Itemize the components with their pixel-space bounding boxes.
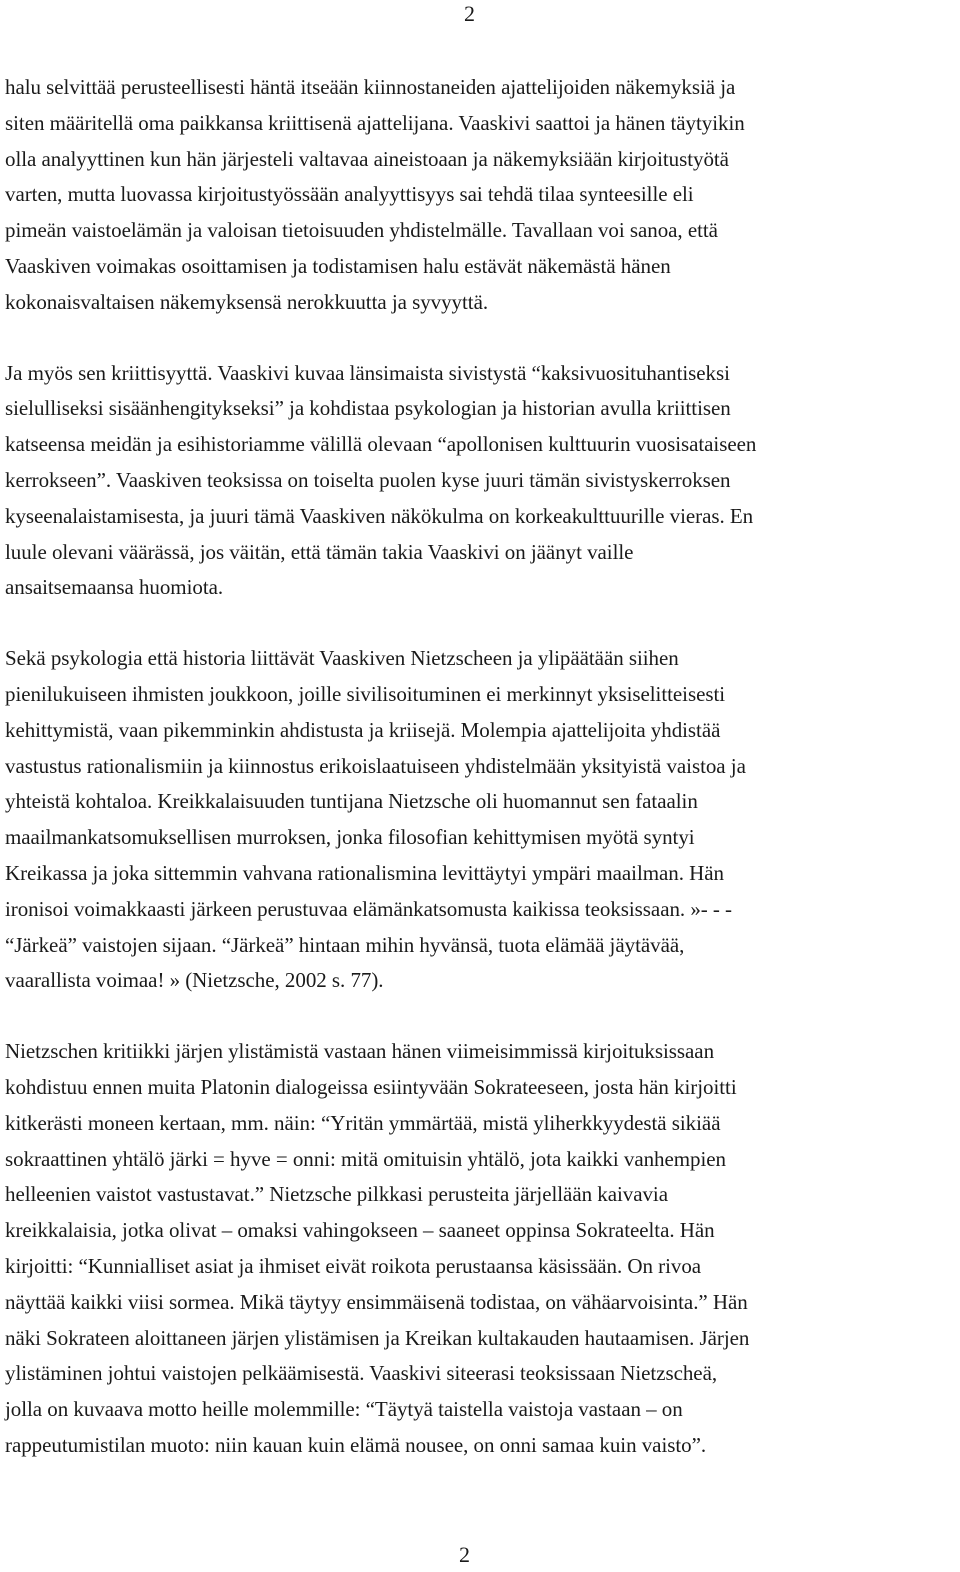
page-number-top: 2 bbox=[464, 1, 475, 26]
paragraph-4: Nietzschen kritiikki järjen ylistämistä vastaan hänen viimeisimmissä kirjoituksissaan kohdistuu ennen muita Platonin dialogeissa esiintyvään Sokrateeseen, josta hän kirjoitti kitkerästi moneen kertaan, mm. näin: “Yritän ymmärtää, mistä yliherkkyydestä sikiää sokraattinen yhtälö järki = hyve = onni: mitä omituisin yhtälö, jota kaikki vanhempien helleenien vaistot vastustavat.” Nietzsche pilkkasi perusteita järjellään kaivavia kreikkalaisia, jotka olivat – omaksi vahingokseen – saaneet oppinsa Sokrateelta. Hän kirjoitti: “Kunnialliset asiat ja ihmiset eivät roikota perustaansa käsissään. On rivoa näyttää kaikki viisi sormea. Mikä täytyy ensimmäisenä todistaa, on vähäarvoisinta.” Hän näki Sokrateen aloittaneen järjen ylistämisen ja Kreikan kultakauden hautaamisen. Järjen ylistäminen johtui vaistojen pelkäämisestä. Vaaskivi siteerasi teoksissaan Nietzscheä, jolla on kuvaava motto heille molemmille: “Täytyä taistella vaistoja vastaan – on rappeutumistilan muoto: niin kauan kuin elämä nousee, on onni samaa kuin vaisto”. bbox=[5, 1039, 750, 1457]
page-number-bottom: 2 bbox=[459, 1542, 470, 1567]
paragraph-2: Ja myös sen kriittisyyttä. Vaaskivi kuvaa länsimaista sivistystä “kaksivuosituhantiseksi sielulliseksi sisäänhengitykseksi” ja kohdistaa psykologian ja historian avulla kriittisen katseensa meidän ja esihistoriamme välillä olevaan “apollonisen kulttuurin vuosisataiseen kerrokseen”. Vaaskiven teoksissa on toiselta puolen kyse juuri tämän sivistyskerroksen kyseenalaistamisesta, ja juuri tämä Vaaskiven näkökulma on korkeakulttuurille vieras. En luule olevani väärässä, jos väitän, että tämän takia Vaaskivi on jäänyt vaille ansaitsemaansa huomiota. bbox=[5, 360, 757, 600]
paragraph-3: Sekä psykologia että historia liittävät Vaaskiven Nietzscheen ja ylipäätään siihen pienilukuiseen ihmisten joukkoon, joille sivilisoituminen ei merkinnyt yksiselitteisesti kehittymistä, vaan pikemminkin ahdistusta ja kriisejä. Molempia ajattelijoita yhdistää vastustus rationalismiin ja kiinnostus erikoislaatuiseen yhdistelmään yksityistä vaistoa ja yhteistä kohtaloa. Kreikkalaisuuden tuntijana Nietzsche oli huomannut sen fataalin maailmankatsomuksellisen murroksen, jonka filosofian kehittymisen myötä syntyi Kreikassa ja joka sittemmin vahvana rationalismina levittäytyi ympäri maailman. Hän ironisoi voimakkaasti järkeen perustuvaa elämänkatsomusta kaikissa teoksissaan. »- - - “Järkeä” vaistojen sijaan. “Järkeä” hintaan mihin hyvänsä, tuota elämää jäytävää, vaarallista voimaa! » (Nietzsche, 2002 s. 77). bbox=[5, 646, 746, 993]
document-body bbox=[5, 70, 960, 1464]
paragraph-1: halu selvittää perusteellisesti häntä itseään kiinnostaneiden ajattelijoiden näkemyksiä ja siten määritellä oma paikkansa kriittisenä ajattelijana. Vaaskivi saattoi ja hänen täytyikin olla analyyttinen kun hän järjesteli valtavaa aineistoaan ja näkemyksiään kirjoitustyötä varten, mutta luovassa kirjoitustyössään analyyttisyys sai tehdä tilaa synteesille eli pimeän vaistoelämän ja valoisan tietoisuuden yhdistelmälle. Tavallaan voi sanoa, että Vaaskiven voimakas osoittamisen ja todistamisen halu estävät näkemästä hänen kokonaisvaltaisen näkemyksensä nerokkuutta ja syvyyttä. bbox=[5, 75, 745, 314]
